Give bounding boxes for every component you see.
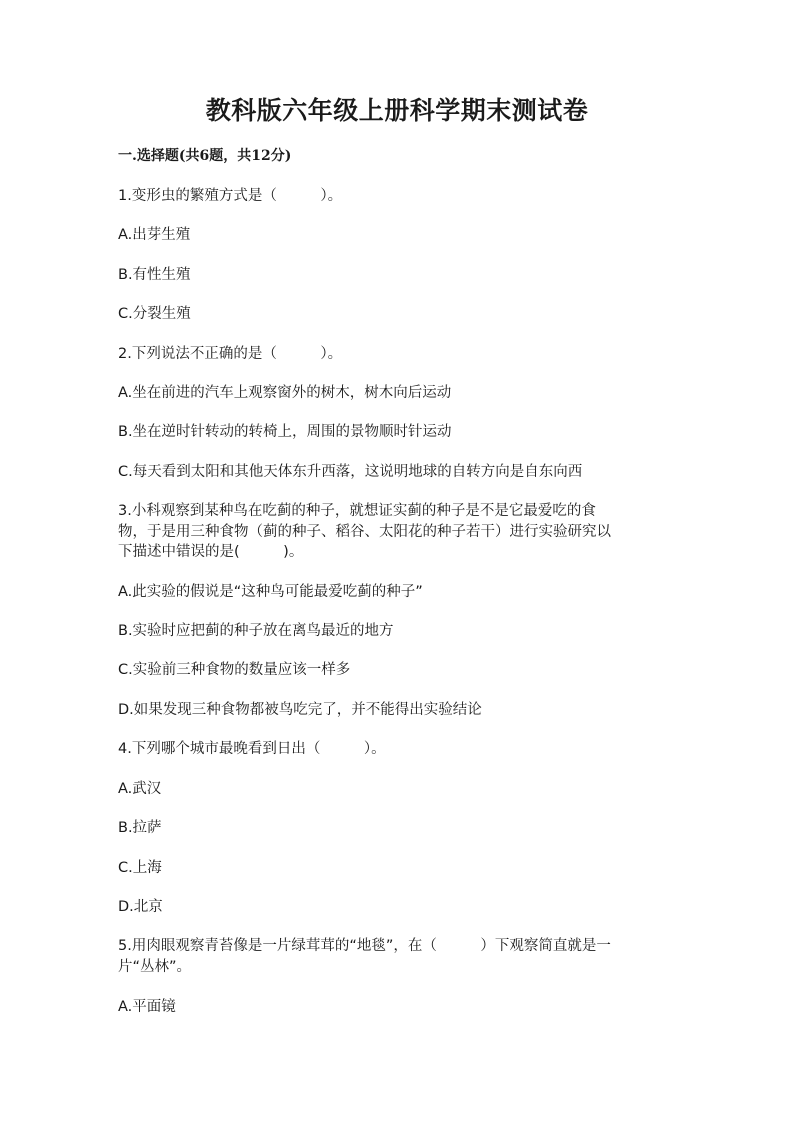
question-3-stem-line-2: 物，于是用三种食物（蓟的种子、稻谷、太阳花的种子若干）进行实验研究以 <box>118 524 611 540</box>
page-title: 教科版六年级上册科学期末测试卷 <box>205 96 589 125</box>
question-3-option-a: A.此实验的假说是“这种鸟可能最爱吃蓟的种子” <box>118 584 423 600</box>
question-1-stem: 1.变形虫的繁殖方式是（ ）。 <box>118 188 343 204</box>
question-2-stem: 2.下列说法不正确的是（ ）。 <box>118 346 343 362</box>
question-4-option-a: A.武汉 <box>118 781 162 797</box>
question-5-option-a: A.平面镜 <box>118 999 176 1015</box>
question-2-option-c: C.每天看到太阳和其他天体东升西落，这说明地球的自转方向是自东向西 <box>118 464 583 480</box>
question-4-option-d: D.北京 <box>118 899 163 915</box>
question-3-stem-line-1: 3.小科观察到某种鸟在吃蓟的种子，就想证实蓟的种子是不是它最爱吃的食 <box>118 503 596 519</box>
question-3-option-b: B.实验时应把蓟的种子放在离鸟最近的地方 <box>118 623 394 639</box>
question-2-option-b: B.坐在逆时针转动的转椅上，周围的景物顺时针运动 <box>118 424 452 440</box>
question-1-option-b: B.有性生殖 <box>118 267 191 283</box>
question-4-stem: 4.下列哪个城市最晚看到日出（ ）。 <box>118 741 386 757</box>
question-3-option-c: C.实验前三种食物的数量应该一样多 <box>118 662 351 678</box>
question-3-stem-line-3: 下描述中错误的是( )。 <box>118 544 304 560</box>
question-3-option-d: D.如果发现三种食物都被鸟吃完了，并不能得出实验结论 <box>118 702 482 718</box>
question-5-stem-line-2: 片“丛林”。 <box>118 959 192 975</box>
question-4-option-c: C.上海 <box>118 860 162 876</box>
question-5-stem-line-1: 5.用肉眼观察青苔像是一片绿茸茸的“地毯”，在（ ）下观察简直就是一 <box>118 938 611 954</box>
question-2-option-a: A.坐在前进的汽车上观察窗外的树木，树木向后运动 <box>118 385 452 401</box>
question-1-option-a: A.出芽生殖 <box>118 227 191 243</box>
section-heading: 一.选择题(共6题，共12分) <box>118 148 292 164</box>
question-1-option-c: C.分裂生殖 <box>118 306 191 322</box>
question-4-option-b: B.拉萨 <box>118 820 162 836</box>
